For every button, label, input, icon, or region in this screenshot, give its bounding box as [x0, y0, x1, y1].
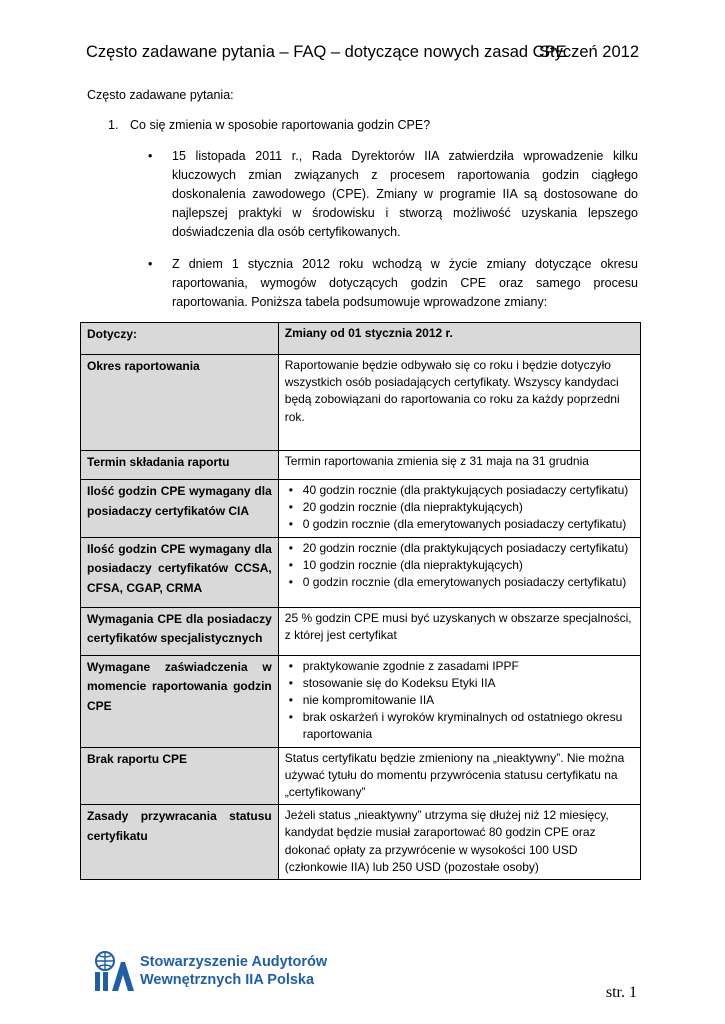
- row-value: Raportowanie będzie odbywało się co roku i będzie dotyczyło wszystkich osób posiadających certyfikaty. Wszyscy kandydaci będą zobowiązani do raportowania co roku za każdy poprzedni rok.: [278, 355, 640, 451]
- row-value: Termin raportowania zmienia się z 31 maja na 31 grudnia: [278, 451, 640, 480]
- row-label: Wymagane zaświadczenia w momencie raportowania godzin CPE: [81, 655, 279, 747]
- list-item: • 40 godzin rocznie (dla praktykujących posiadaczy certyfikatu): [303, 482, 634, 499]
- row-label: Termin składania raportu: [81, 451, 279, 480]
- table-header-cell: Dotyczy:: [81, 323, 279, 355]
- bullet-list: [285, 482, 634, 534]
- list-item: • 0 godzin rocznie (dla emerytowanych posiadaczy certyfikatu): [303, 516, 634, 533]
- bullet-icon: •: [148, 257, 153, 271]
- table-row: [81, 747, 641, 805]
- table-row: [81, 655, 641, 747]
- row-label: Ilość godzin CPE wymagany dla posiadaczy certyfikatów CIA: [81, 480, 279, 538]
- question-number: 1.: [108, 118, 119, 132]
- question-1: [108, 118, 430, 132]
- iia-globe-logo-icon: [92, 950, 136, 992]
- list-item: • praktykowanie zgodnie z zasadami IPPF: [303, 658, 634, 675]
- row-label: Ilość godzin CPE wymagany dla posiadaczy certyfikatów CCSA, CFSA, CGAP, CRMA: [81, 537, 279, 607]
- org-name-line-2: Wewnętrznych IIA Polska: [140, 972, 315, 988]
- table-row: [81, 480, 641, 538]
- row-value: [278, 480, 640, 538]
- table-row: [81, 355, 641, 451]
- list-item: • 0 godzin rocznie (dla emerytowanych posiadaczy certyfikatu): [303, 574, 634, 591]
- table-row: [81, 607, 641, 655]
- row-value: Status certyfikatu będzie zmieniony na „nieaktywny”. Nie można używać tytułu do momentu przywrócenia statusu certyfikatu na „certyfikowany”: [278, 747, 640, 805]
- cpe-changes-table: [80, 322, 641, 880]
- list-item: • 20 godzin rocznie (dla praktykujących posiadaczy certyfikatu): [303, 540, 634, 557]
- list-item: • 20 godzin rocznie (dla niepraktykujących): [303, 499, 634, 516]
- bullet-paragraph-1: [148, 147, 638, 242]
- table-row: [81, 451, 641, 480]
- bullet-list: [285, 540, 634, 592]
- table-row: [81, 537, 641, 607]
- row-value: [278, 655, 640, 747]
- row-label: Okres raportowania: [81, 355, 279, 451]
- row-value: [278, 537, 640, 607]
- bullet-text: 15 listopada 2011 r., Rada Dyrektorów IIA zatwierdziła wprowadzenie kilku kluczowych zmian związanych z procesem raportowania godzin ciągłego doskonalenia zawodowego (CPE). Zmiany w programie IIA są dostosowane do najlepszej praktyki w środowisku i stworzą możliwość uzyskania lepszego doświadczenia dla osób certyfikowanych.: [172, 149, 638, 239]
- page-number: str. 1: [605, 984, 637, 1001]
- header-date: Styczeń 2012: [539, 43, 639, 61]
- list-item: • stosowanie się do Kodeksu Etyki IIA: [303, 675, 634, 692]
- row-value: 25 % godzin CPE musi być uzyskanych w obszarze specjalności, z której jest certyfikat: [278, 607, 640, 655]
- header-title: Często zadawane pytania – FAQ – dotyczące nowych zasad CPE: [86, 43, 567, 61]
- list-item: • 10 godzin rocznie (dla niepraktykujących): [303, 557, 634, 574]
- row-label: Zasady przywracania statusu certyfikatu: [81, 805, 279, 880]
- table-header-cell: Zmiany od 01 stycznia 2012 r.: [278, 323, 640, 355]
- row-label: Wymagania CPE dla posiadaczy certyfikatów specjalistycznych: [81, 607, 279, 655]
- row-value: Jeżeli status „nieaktywny” utrzyma się dłużej niż 12 miesięcy, kandydat będzie musiał zaraportować 80 godzin CPE oraz dokonać opłaty za przywrócenie w wysokości 100 USD (członkowie IIA) lub 250 USD (pozostałe osoby): [278, 805, 640, 880]
- bullet-paragraph-2: [148, 255, 638, 312]
- org-name-line-1: Stowarzyszenie Audytorów: [140, 954, 328, 970]
- list-item: • brak oskarżeń i wyroków kryminalnych od ostatniego okresu raportowania: [303, 709, 634, 743]
- question-text: Co się zmienia w sposobie raportowania godzin CPE?: [130, 118, 431, 132]
- table-row: [81, 805, 641, 880]
- intro-text: Często zadawane pytania:: [87, 88, 234, 102]
- org-name: [140, 953, 327, 989]
- table-header-row: [81, 323, 641, 355]
- iia-logo: [92, 950, 332, 994]
- bullet-text: Z dniem 1 stycznia 2012 roku wchodzą w życie zmiany dotyczące okresu raportowania, wymogów dotyczących godzin CPE oraz samego procesu raportowania. Poniższa tabela podsumowuje wprowadzone zmiany:: [172, 257, 638, 309]
- list-item: • nie kompromitowanie IIA: [303, 692, 634, 709]
- row-label: Brak raportu CPE: [81, 747, 279, 805]
- bullet-list: [285, 658, 634, 744]
- bullet-icon: •: [148, 149, 153, 163]
